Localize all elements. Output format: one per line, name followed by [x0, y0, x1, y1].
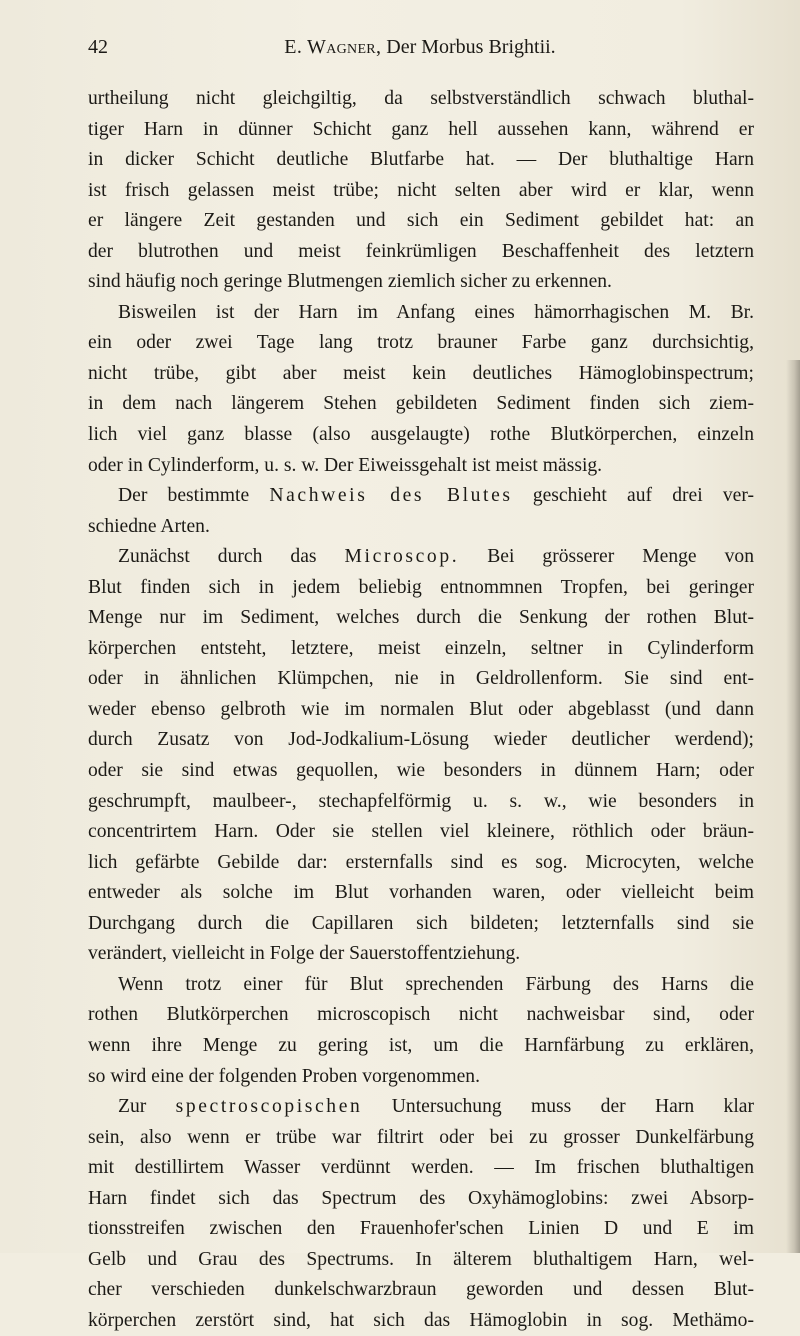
text-body	[88, 84, 754, 1336]
text-line: lich viel ganz blasse (also ausgelaugte) rothe Blutkörperchen, einzeln	[88, 424, 754, 446]
text-run: Zunächst durch das	[118, 546, 345, 568]
running-head-title: Der Morbus Brightii.	[386, 36, 556, 58]
text-line: er längere Zeit gestanden und sich ein Sediment gebildet hat: an	[88, 210, 754, 232]
text-line: Wenn trotz einer für Blut sprechenden Färbung des Harns die	[118, 973, 754, 995]
text-line: cher verschieden dunkelschwarzbraun geworden und dessen Blut-	[88, 1279, 754, 1301]
text-line: urtheilung nicht gleichgiltig, da selbstverständlich schwach bluthal-	[88, 88, 754, 109]
text-line: entweder als solche im Blut vorhanden waren, oder vielleicht beim	[88, 882, 754, 904]
text-line: ein oder zwei Tage lang trotz brauner Farbe ganz durchsichtig,	[88, 332, 754, 354]
paragraph	[88, 970, 754, 1092]
text-line: wenn ihre Menge zu gering ist, um die Harnfärbung zu erklären,	[88, 1034, 754, 1056]
text-line: nicht trübe, gibt aber meist kein deutliches Hämoglobinspectrum;	[88, 362, 754, 384]
text-line: Gelb und Grau des Spectrums. In älterem bluthaltigem Harn, wel-	[88, 1248, 754, 1270]
paragraph	[88, 298, 754, 481]
text-line: körperchen entsteht, letztere, meist einzeln, seltner in Cylinderform	[88, 637, 754, 659]
paragraph	[88, 84, 754, 298]
emphasized-term: Nachweis des Blutes	[269, 485, 513, 507]
text-line: oder in ähnlichen Klümpchen, nie in Geldrollenform. Sie sind ent-	[88, 668, 754, 690]
emphasized-term: spectroscopischen	[175, 1096, 363, 1118]
text-line: verändert, vielleicht in Folge der Sauerstoffentziehung.	[88, 943, 521, 965]
text-line: Bisweilen ist der Harn im Anfang eines hämorrhagischen M. Br.	[118, 301, 754, 323]
text-line: körperchen zerstört sind, hat sich das Hämoglobin in sog. Methämo-	[88, 1309, 754, 1331]
emphasized-term: Microscop.	[344, 546, 460, 568]
text-line: tionsstreifen zwischen den Frauenhofer'schen Linien D und E im	[88, 1218, 754, 1240]
text-line: concentrirtem Harn. Oder sie stellen viel kleinere, röthlich oder bräun-	[88, 821, 754, 843]
text-line: weder ebenso gelbroth wie im normalen Blut oder abgeblasst (und dann	[88, 698, 754, 720]
text-line: mit destillirtem Wasser verdünnt werden. — Im frischen bluthaltigen	[88, 1157, 754, 1179]
text-line: Harn findet sich das Spectrum des Oxyhämoglobins: zwei Absorp-	[88, 1187, 754, 1209]
text-line	[88, 542, 754, 573]
text-line: rothen Blutkörperchen microscopisch nicht nachweisbar sind, oder	[88, 1004, 754, 1026]
text-line: Durchgang durch die Capillaren sich bildeten; letzternfalls sind sie	[88, 912, 754, 934]
text-run: Der bestimmte	[118, 485, 270, 507]
text-line: Blut finden sich in jedem beliebig entnommnen Tropfen, bei geringer	[88, 576, 754, 598]
text-line	[88, 1092, 754, 1123]
text-line: in dem nach längerem Stehen gebildeten Sediment finden sich ziem-	[88, 393, 754, 415]
paragraph	[88, 481, 754, 542]
page-number: 42	[88, 36, 108, 58]
text-run: Untersuchung muss der Harn klar	[362, 1096, 754, 1118]
text-line: tiger Harn in dünner Schicht ganz hell aussehen kann, während er	[88, 118, 754, 140]
page-edge-shadow	[786, 360, 800, 1253]
text-line: ist frisch gelassen meist trübe; nicht selten aber wird er klar, wenn	[88, 179, 754, 201]
text-line	[88, 481, 754, 512]
page-header	[88, 30, 752, 66]
text-line: sind häufig noch geringe Blutmengen ziemlich sicher zu erkennen.	[88, 271, 612, 293]
text-line: durch Zusatz von Jod-Jodkalium-Lösung wieder deutlicher werdend);	[88, 729, 754, 751]
text-run: Zur	[118, 1096, 176, 1118]
text-line: der blutrothen und meist feinkrümligen Beschaffenheit des letztern	[88, 240, 754, 262]
text-line: oder in Cylinderform, u. s. w. Der Eiweissgehalt ist meist mässig.	[88, 454, 603, 476]
text-run: Bei grösserer Menge von	[459, 546, 754, 568]
running-head	[88, 36, 752, 59]
text-line: Menge nur im Sediment, welches durch die Senkung der rothen Blut-	[88, 607, 754, 629]
text-line: lich gefärbte Gebilde dar: ersternfalls sind es sog. Microcyten, welche	[88, 851, 754, 873]
text-run: geschieht auf drei ver-	[512, 485, 754, 507]
text-line: schiedne Arten.	[88, 515, 210, 537]
text-line: so wird eine der folgenden Proben vorgenommen.	[88, 1065, 480, 1087]
text-line: geschrumpft, maulbeer-, stechapfelförmig u. s. w., wie besonders in	[88, 790, 754, 812]
text-line: sein, also wenn er trübe war filtrirt oder bei zu grosser Dunkelfärbung	[88, 1126, 754, 1148]
text-line: in dicker Schicht deutliche Blutfarbe hat. — Der bluthaltige Harn	[88, 149, 754, 171]
paragraph	[88, 542, 754, 970]
text-line: oder sie sind etwas gequollen, wie besonders in dünnem Harn; oder	[88, 760, 754, 782]
paragraph	[88, 1092, 754, 1336]
running-head-author: E. Wagner,	[284, 36, 382, 58]
